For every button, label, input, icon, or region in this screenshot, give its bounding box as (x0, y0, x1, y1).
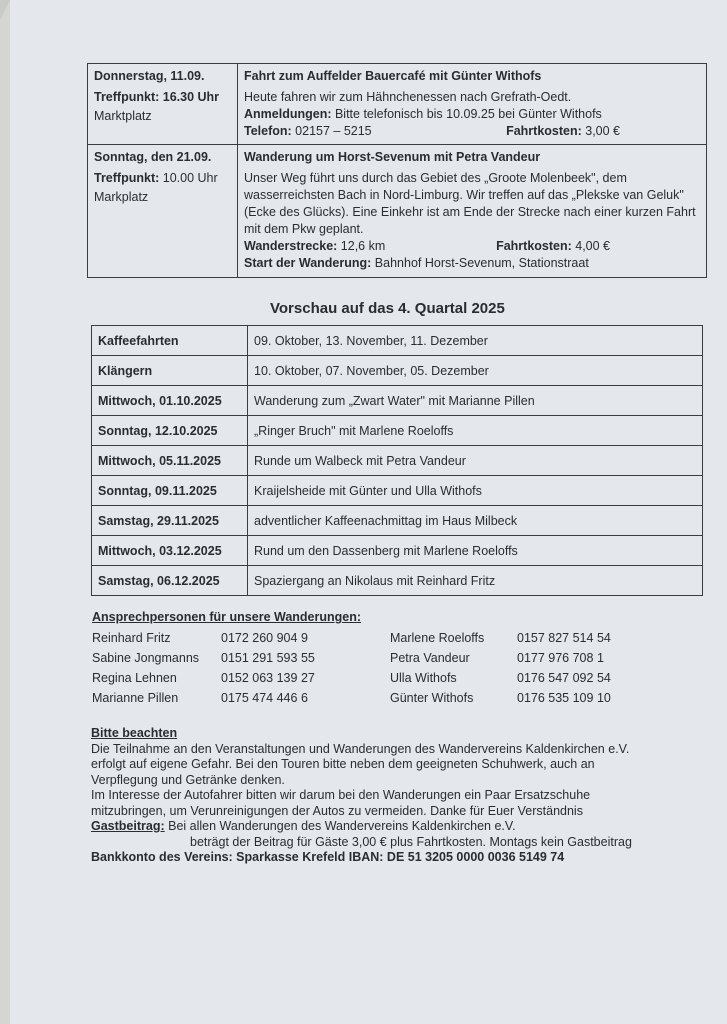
meet-label: Treffpunkt: (94, 90, 160, 104)
notes-line: Im Interesse der Autofahrer bitten wir darum bei den Wanderungen ein Paar Ersatzschuhe (91, 788, 591, 802)
preview-row (92, 566, 703, 596)
preview-desc: Kraijelsheide mit Günter und Ulla Withofs (248, 476, 703, 506)
preview-row (92, 326, 703, 356)
preview-row (92, 506, 703, 536)
contact-name: Regina Lehnen (92, 671, 177, 685)
preview-date: Mittwoch, 03.12.2025 (92, 536, 248, 566)
registration-text: Bitte telefonisch bis 10.09.25 bei Günter Withofs (331, 107, 602, 121)
event-title: Wanderung um Horst-Sevenum mit Petra Vandeur (244, 150, 541, 164)
event-place: Markplatz (94, 190, 149, 204)
contact-phone: 0152 063 139 27 (221, 671, 315, 685)
phone-label: Telefon: (244, 124, 292, 138)
preview-table (91, 325, 703, 596)
preview-row (92, 416, 703, 446)
preview-desc: „Ringer Bruch" mit Marlene Roeloffs (248, 416, 703, 446)
cost-label: Fahrtkosten: (496, 239, 572, 253)
registration-label: Anmeldungen: (244, 107, 332, 121)
contact-phone: 0177 976 708 1 (517, 651, 604, 665)
preview-date: Samstag, 06.12.2025 (92, 566, 248, 596)
preview-date: Mittwoch, 05.11.2025 (92, 446, 248, 476)
event-place: Marktplatz (94, 109, 152, 123)
preview-desc: Rund um den Dassenberg mit Marlene Roeloffs (248, 536, 703, 566)
preview-date: Sonntag, 12.10.2025 (92, 416, 248, 446)
contact-phone: 0151 291 593 55 (221, 651, 315, 665)
contact-phone: 0175 474 446 6 (221, 691, 308, 705)
contact-phone: 0176 535 109 10 (517, 691, 611, 705)
contact-phone: 0157 827 514 54 (517, 631, 611, 645)
contacts-title: Ansprechpersonen für unsere Wanderungen: (92, 610, 362, 624)
preview-desc: 10. Oktober, 07. November, 05. Dezember (248, 356, 703, 386)
guest-fee-label: Gastbeitrag: (91, 819, 165, 833)
events-table (87, 63, 707, 278)
preview-title: Vorschau auf das 4. Quartal 2025 (270, 300, 505, 317)
preview-row (92, 386, 703, 416)
meet-time: 10.00 Uhr (162, 171, 218, 185)
preview-desc: Runde um Walbeck mit Petra Vandeur (248, 446, 703, 476)
distance-value: 12,6 km (337, 239, 386, 253)
preview-row (92, 476, 703, 506)
notes-title: Bitte beachten (91, 726, 178, 740)
notes-line: mitzubringen, um Verunreinigungen der Autos zu vermeiden. Danke für Euer Verständnis (91, 803, 583, 818)
preview-row (92, 536, 703, 566)
event-text: Heute fahren wir zum Hähnchenessen nach Grefrath-Oedt. (244, 90, 572, 104)
preview-date: Samstag, 29.11.2025 (92, 506, 248, 536)
preview-date: Klängern (92, 356, 248, 386)
start-label: Start der Wanderung: (244, 256, 372, 270)
contact-name: Sabine Jongmanns (92, 651, 200, 665)
cost-value: 4,00 € (571, 239, 610, 253)
event-row (88, 145, 707, 278)
event-title: Fahrt zum Auffelder Bauercafé mit Günter Withofs (244, 69, 542, 83)
cost-label: Fahrtkosten: (506, 124, 582, 138)
preview-desc: 09. Oktober, 13. November, 11. Dezember (248, 326, 703, 356)
guest-fee-text: Bei allen Wanderungen des Wandervereins Kaldenkirchen e.V. (164, 819, 516, 833)
contact-name: Reinhard Fritz (92, 631, 171, 645)
contact-name: Günter Withofs (390, 691, 474, 705)
notes-line: erfolgt auf eigene Gefahr. Bei den Touren bitte neben dem geeigneten Schuhwerk, auch an (91, 757, 595, 771)
cost-value: 3,00 € (581, 124, 620, 138)
contact-name: Ulla Withofs (390, 671, 457, 685)
preview-desc: Spaziergang an Nikolaus mit Reinhard Fritz (248, 566, 703, 596)
event-row (88, 64, 707, 145)
bank-account: Bankkonto des Vereins: Sparkasse Krefeld IBAN: DE 51 3205 0000 0036 5149 74 (91, 850, 565, 864)
meet-time: 16.30 Uhr (162, 90, 220, 104)
notes-line: Verpflegung und Getränke denken. (91, 772, 285, 787)
preview-desc: adventlicher Kaffeenachmittag im Haus Milbeck (248, 506, 703, 536)
contact-name: Marlene Roeloffs (390, 631, 485, 645)
event-text: Unser Weg führt uns durch das Gebiet des „Groote Molenbeek", dem wasserreichsten Bach in Nord-Limburg. Wir treffen auf das „Plekske van Geluk" (Ecke des Glücks). Eine Einkehr ist am Ende der Strecke nach einer kurzen Fahrt mit dem Pkw geplant. (244, 171, 696, 236)
preview-row (92, 446, 703, 476)
event-date: Sonntag, den 21.09. (94, 150, 212, 164)
distance-label: Wanderstrecke: (244, 239, 338, 253)
paper-corner (0, 0, 10, 20)
preview-row (92, 356, 703, 386)
contact-name: Petra Vandeur (390, 651, 470, 665)
notes-line: Die Teilnahme an den Veranstaltungen und Wanderungen des Wandervereins Kaldenkirchen e.V. (91, 741, 630, 756)
contact-phone: 0176 547 092 54 (517, 671, 611, 685)
start-value: Bahnhof Horst-Sevenum, Stationstraat (371, 256, 589, 270)
phone-value: 02157 – 5215 (291, 124, 372, 138)
contact-name: Marianne Pillen (92, 691, 179, 705)
contact-phone: 0172 260 904 9 (221, 631, 308, 645)
guest-fee-detail: beträgt der Beitrag für Gäste 3,00 € plus Fahrtkosten. Montags kein Gastbeitrag (190, 834, 632, 849)
event-date: Donnerstag, 11.09. (94, 69, 205, 83)
preview-date: Sonntag, 09.11.2025 (92, 476, 248, 506)
preview-date: Kaffeefahrten (92, 326, 248, 356)
notes-section (91, 726, 691, 866)
preview-desc: Wanderung zum „Zwart Water" mit Marianne Pillen (248, 386, 703, 416)
preview-date: Mittwoch, 01.10.2025 (92, 386, 248, 416)
meet-label: Treffpunkt: (94, 171, 160, 185)
